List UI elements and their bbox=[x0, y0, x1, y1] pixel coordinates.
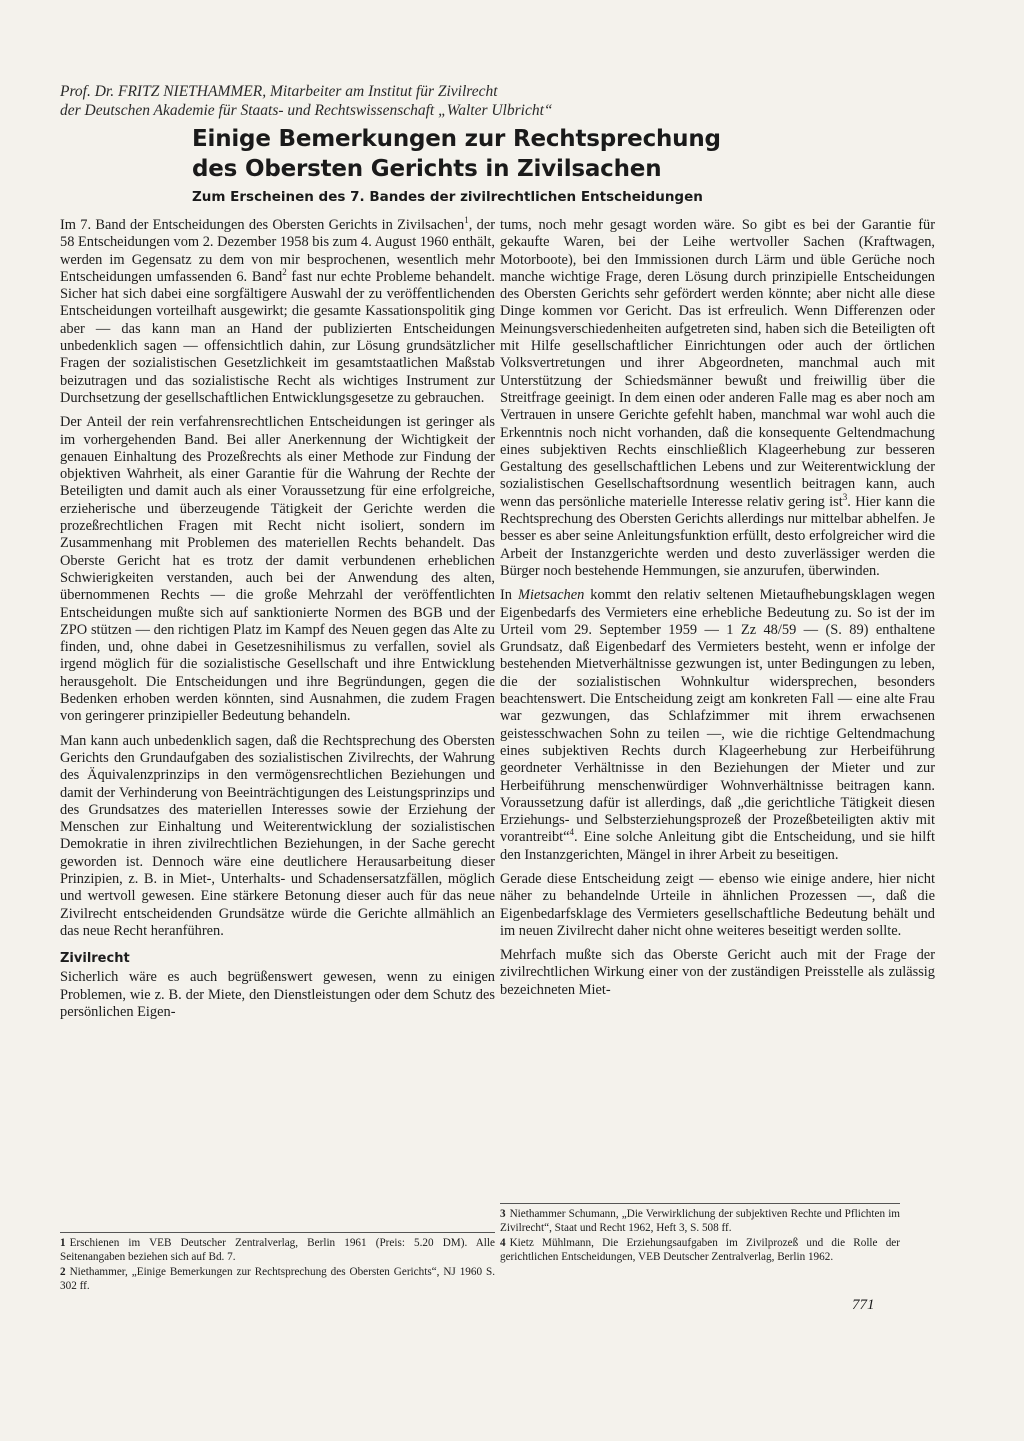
footnote-ref: 2 bbox=[282, 267, 287, 278]
paragraph: Mehrfach mußte sich das Oberste Gericht auch mit der Frage der zivilrechtlichen Wirkung einer von der zuständigen Preisstelle als zulässig bezeichneten Miet- bbox=[500, 947, 935, 998]
author-line-2: der Deutschen Akademie für Staats- und Rechtswissenschaft „Walter Ulbricht“ bbox=[60, 102, 553, 119]
paragraph: Sicherlich wäre es auch begrüßenswert gewesen, wenn zu einigen Problemen, wie z. B. der Miete, den Dienstleistungen oder dem Schutz des persönlichen Eigen- bbox=[60, 969, 495, 1021]
footnote: 4 Kietz Mühlmann, Die Erziehungsaufgaben im Zivilprozeß und die Rolle der gerichtlichen Entscheidungen, VEB Deutscher Zentralverlag, Berlin 1962. bbox=[500, 1237, 900, 1263]
footnote-ref: 4 bbox=[569, 827, 575, 838]
paragraph: Der Anteil der rein verfahrensrechtlichen Entscheidungen ist geringer als im vorhergehenden Band. Bei aller Anerkennung der Wichtigkeit der genauen Einhaltung des Prozeßrechts als einer Methode zur Findung der objektiven Wahrheit, als einer Garantie für die Wahrung der Rechte der Beteiligten und damit auch als einer Voraussetzung für eine erfolgreiche, erzieherische und überzeugende Tätigkeit der Gerichte werden die prozeßrechtlichen Fragen mit Recht nicht isoliert, sondern im Zusammenhang mit Problemen des materiellen Rechts behandelt. Das Oberste Gericht hat es trotz der damit verbundenen erheblichen Schwierigkeiten verstanden, auch bei der Anwendung des alten, übernommenen Rechts — die große Mehrzahl der veröffentlichten Entscheidungen mußte sich auf sanktionierte Normen des BGB und der ZPO stützen — den richtigen Platz im Kampf des Neuen gegen das Alte zu finden, und, ohne dabei in Gesetzesnihilismus zu verfallen, soviel als irgend möglich für die sozialistische Gesellschaft und ihre Entwicklung herausgeholt. Die Entscheidungen und ihre Begründungen, gegen die Bedenken erhoben werden könnten, sind Ausnahmen, die zudem Fragen von geringerer prinzipieller Bedeutung behandeln. bbox=[60, 414, 495, 725]
paragraph: Man kann auch unbedenklich sagen, daß die Rechtsprechung des Obersten Gerichts den Grundaufgaben des sozialistischen Zivilrechts, der Wahrung des Äquivalenzprinzips in den vermögensrechtlichen Beziehungen und damit der Verhinderung von Beeinträchtigungen des Leistungsprinzips und des Grundsatzes des materiellen Interesses sowie der Erziehung der Menschen zur Einhaltung und Weiterentwicklung der sozialistischen Demokratie in ihren zivilrechtlichen Beziehungen, in der Sache gerecht geworden ist. Dennoch wäre eine deutlichere Herausarbeitung dieser Prinzipien, z. B. in Miet-, Unterhalts- und Schadensersatzfällen, möglich und wertvoll gewesen. Eine stärkere Betonung dieser auch für das neue Zivilrecht entscheidenden Grundsätze würde die Gerichte allmählich an das neue Recht heranführen. bbox=[60, 732, 495, 939]
left-column bbox=[60, 217, 495, 1028]
paragraph: Im 7. Band der Entscheidungen des Obersten Gerichts in Zivilsachen$^1$, der 58 Entscheidungen vom 2. Dezember 1958 bis zum 4. August 1960 enthält, werden im Gegensatz zu dem von mir besprochenen, wesentlich mehr Entscheidungen umfassenden 6. Band$^2$ fast nur echte Probleme behandelt. Sicher hat sich dabei eine sorgfältigere Auswahl der zu veröffentlichenden Entscheidungen vorteilhaft ausgewirkt; die gesamte Kassationspolitik ging aber — das kann man an Hand der publizierten Entscheidungen unbedenklich sagen — offensichtlich dahin, zur Lösung grundsätzlicher Fragen der sozialistischen Gesetzlichkeit im gesamtstaatlichen Maßstab beizutragen und das sozialistische Recht als wichtiges Instrument zur Durchsetzung der gesellschaftlichen Entwicklungsgesetze zu gebrauchen. bbox=[60, 215, 495, 406]
section-heading: Zivilrecht bbox=[60, 951, 130, 967]
title-line-1: Einige Bemerkungen zur Rechtsprechung bbox=[192, 126, 721, 152]
footnotes-left bbox=[60, 1232, 495, 1295]
article-title bbox=[192, 124, 792, 184]
author-line-1: Prof. Dr. FRITZ NIETHAMMER, Mitarbeiter am Institut für Zivilrecht bbox=[60, 83, 498, 100]
right-column bbox=[500, 217, 935, 1006]
footnote-ref: 1 bbox=[464, 215, 469, 226]
footnote: 3 Niethammer Schumann, „Die Verwirklichung der subjektiven Rechte und Pflichten im Zivilrecht“, Staat und Recht 1962, Heft 3, S. 508 ff. bbox=[500, 1208, 900, 1234]
author-byline bbox=[60, 82, 760, 120]
paragraph: tums, noch mehr gesagt worden wäre. So gibt es bei der Garantie für gekaufte Waren, bei der Leihe wertvoller Sachen (Kraftwagen, Motorboote), bei den Immissionen durch Lärm und üble Gerüche noch manche wichtige Frage, deren Lösung durch prinzipielle Entscheidungen des Obersten Gerichts sehr gefördert werden könnte; aber nicht alle diese Dinge kommen vor Gericht. Das ist erfreulich. Wenn Differenzen oder Meinungsverschiedenheiten aufgetreten sind, haben sich die Beteiligten oft mit Hilfe gesellschaftlicher Einrichtungen oder auch der örtlichen Volksvertretungen und ihrer Abgeordneten, manchmal auch mit Unterstützung der Schiedsmänner bewußt und freiwillig über die Streitfrage geeinigt. In dem einen oder anderen Falle mag es aber noch am Vertrauen in unsere Gerichte gefehlt haben, manchmal war wohl auch die Erkenntnis noch nicht vorhanden, daß die konsequente Geltendmachung eines subjektiven Rechts einschließlich Klageerhebung zur besseren Gestaltung des gesellschaftlichen Lebens und zur Weiterentwicklung der sozialistischen Gesellschaftsordnung wesentlich beitragen kann, auch wenn das persönliche materielle Interesse relativ gering ist$^3$. Hier kann die Rechtsprechung des Obersten Gerichts allerdings nur mittelbar abhelfen. Je besser es aber seine Anleitungsfunktion erfüllt, desto erfolgreicher wird die Arbeit der Instanzgerichte werden und desto zuverlässiger werden die Bürger noch bestehende Hemmungen, sie anzurufen, überwinden. bbox=[500, 217, 936, 579]
footnote: 2 Niethammer, „Einige Bemerkungen zur Rechtsprechung des Obersten Gerichts“, NJ 1960 S. 302 ff. bbox=[60, 1266, 495, 1292]
footnotes-right bbox=[500, 1203, 900, 1266]
footnote-ref: 3 bbox=[842, 491, 848, 502]
paragraph: In Mietsachen kommt den relativ seltenen Mietaufhebungsklagen wegen Eigenbedarfs des Vermieters eine erhebliche Bedeutung zu. So ist der im Urteil vom 29. September 1959 — 1 Zz 48/59 — (S. 89) enthaltene Grundsatz, daß Eigenbedarf des Vermieters besteht, wenn er infolge der bestehenden Mietverhältnisse gezwungen ist, unter Bedingungen zu leben, die der sozialistischen Wohnkultur widersprechen, besonders beachtenswert. Die Entscheidung zeigt am konkreten Fall — eine alte Frau war gezwungen, das Schlafzimmer mit ihrem erwachsenen geistesschwachen Sohn zu teilen —, wie die richtige Geltendmachung eines subjektiven Rechts durch Klageerhebung zur Herbeiführung geordneter Verhältnisse in den Beziehungen der Mieter und zur Herbeiführung menschenwürdiger Wohnverhältnisse beitragen kann. Voraussetzung dafür ist allerdings, daß „die gerichtliche Tätigkeit diesen Erziehungs- und Selbsterziehungsprozeß der Prozeßbeteiligten aktiv mit vorantreibt“$^4$. Eine solche Anleitung gibt die Entscheidung, und sie hilft den Instanzgerichten, Mängel in ihrer Arbeit zu beseitigen. bbox=[500, 587, 936, 863]
footnote: 1 Erschienen im VEB Deutscher Zentralverlag, Berlin 1961 (Preis: 5.20 DM). Alle Seitenangaben beziehen sich auf Bd. 7. bbox=[60, 1237, 495, 1263]
title-line-2: des Obersten Gerichts in Zivilsachen bbox=[192, 156, 662, 182]
article-subtitle: Zum Erscheinen des 7. Bandes der zivilrechtlichen Entscheidungen bbox=[192, 189, 703, 205]
page-number: 771 bbox=[852, 1297, 875, 1313]
paragraph: Gerade diese Entscheidung zeigt — ebenso wie einige andere, hier nicht näher zu behandelnde Urteile in ähnlichen Prozessen —, daß die Eigenbedarfsklage des Vermieters gesellschaftliche Bedeutung behält und im neuen Zivilrecht daher nicht ohne weiteres beseitigt werden sollte. bbox=[500, 870, 935, 939]
